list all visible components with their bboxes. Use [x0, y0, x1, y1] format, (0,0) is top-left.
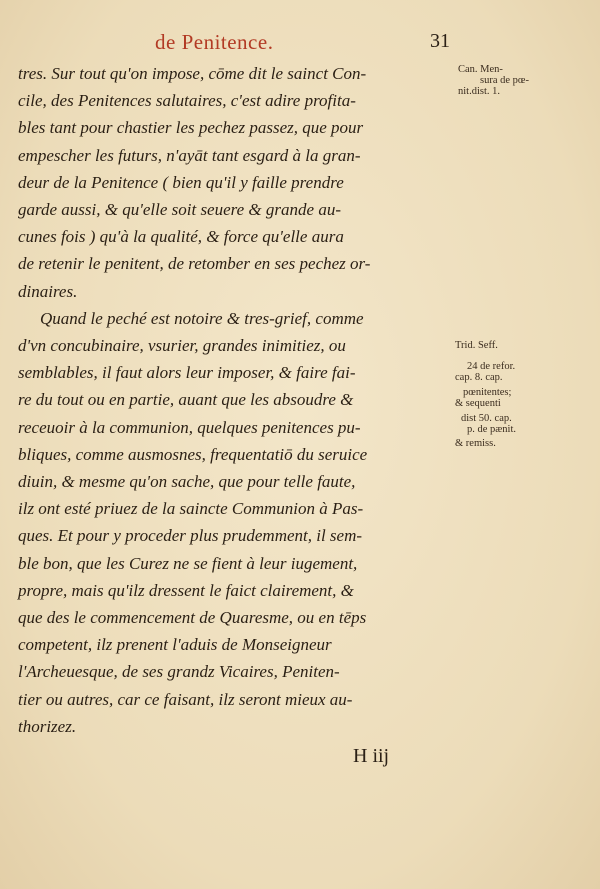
- running-head: de Penitence.: [155, 30, 274, 54]
- margin-note-line: sura de pœ-: [480, 75, 529, 86]
- margin-note-line: dist 50. cap.: [461, 413, 512, 424]
- margin-note-line: & remiss.: [455, 438, 496, 449]
- margin-note-line: cap. 8. cap.: [455, 372, 503, 383]
- margin-note-trid: [455, 340, 598, 449]
- text-line: garde aussi, & qu'elle soit seuere & grande au-: [18, 200, 341, 220]
- text-line: que des le commencement de Quaresme, ou en tēps: [18, 608, 367, 628]
- text-line: diuin, & mesme qu'on sache, que pour telle faute,: [18, 472, 356, 492]
- margin-note-line: pœnitentes;: [463, 387, 512, 398]
- text-line: Quand le peché est notoire & tres-grief, comme: [40, 308, 364, 328]
- text-line: competent, ilz prenent l'aduis de Monseigneur: [18, 635, 332, 655]
- text-line: tier ou autres, car ce faisant, ilz seront mieux au-: [18, 689, 353, 709]
- text-line: ques. Et pour y proceder plus prudemment, il sem-: [18, 526, 363, 546]
- margin-note-line: nit.dist. 1.: [458, 86, 501, 97]
- text-line: bliques, comme ausmosnes, frequentatiō du seruice: [18, 444, 368, 464]
- text-line: dinaires.: [18, 281, 78, 301]
- text-line: bles tant pour chastier les pechez passez, que pour: [18, 118, 364, 138]
- margin-note-line: Can. Men-: [458, 64, 503, 75]
- margin-note-line: 24 de refor.: [467, 361, 516, 372]
- margin-note-line: & sequenti: [455, 398, 501, 409]
- text-line: deur de la Penitence ( bien qu'il y faille prendre: [18, 172, 344, 192]
- text-line: d'vn concubinaire, vsurier, grandes inimitiez, ou: [18, 336, 346, 356]
- body-text: [18, 60, 458, 740]
- text-line: ble bon, que les Curez ne se fient à leur iugement,: [18, 553, 358, 573]
- margin-note-line: p. de pænit.: [467, 424, 516, 435]
- text-line: receuoir à la communion, quelques penitences pu-: [18, 417, 361, 437]
- text-line: propre, mais qu'ilz dressent le faict clairement, &: [18, 580, 354, 600]
- page-number: 31: [430, 30, 450, 52]
- text-line: cunes fois ) qu'à la qualité, & force qu'elle aura: [18, 227, 344, 247]
- text-line: cile, des Penitences salutaires, c'est adire profita-: [18, 91, 356, 111]
- margin-note-canon: [458, 64, 598, 97]
- text-line: re du tout ou en partie, auant que les absoudre &: [18, 390, 354, 410]
- text-line: empescher les futurs, n'ayāt tant esgard à la gran-: [18, 145, 361, 165]
- text-line: ilz ont esté priuez de la saincte Communion à Pas-: [18, 499, 364, 519]
- text-line: l'Archeuesque, de ses grandz Vicaires, Peniten-: [18, 662, 340, 682]
- text-line: tres. Sur tout qu'on impose, cōme dit le sainct Con-: [18, 64, 367, 83]
- margin-note-line: Trid. Seff.: [455, 340, 498, 351]
- text-line: de retenir le penitent, de retomber en ses pechez or-: [18, 254, 371, 274]
- signature-mark: H iij: [353, 745, 390, 767]
- text-line: semblables, il faut alors leur imposer, & faire fai-: [18, 363, 356, 383]
- text-line: thorizez.: [18, 716, 77, 736]
